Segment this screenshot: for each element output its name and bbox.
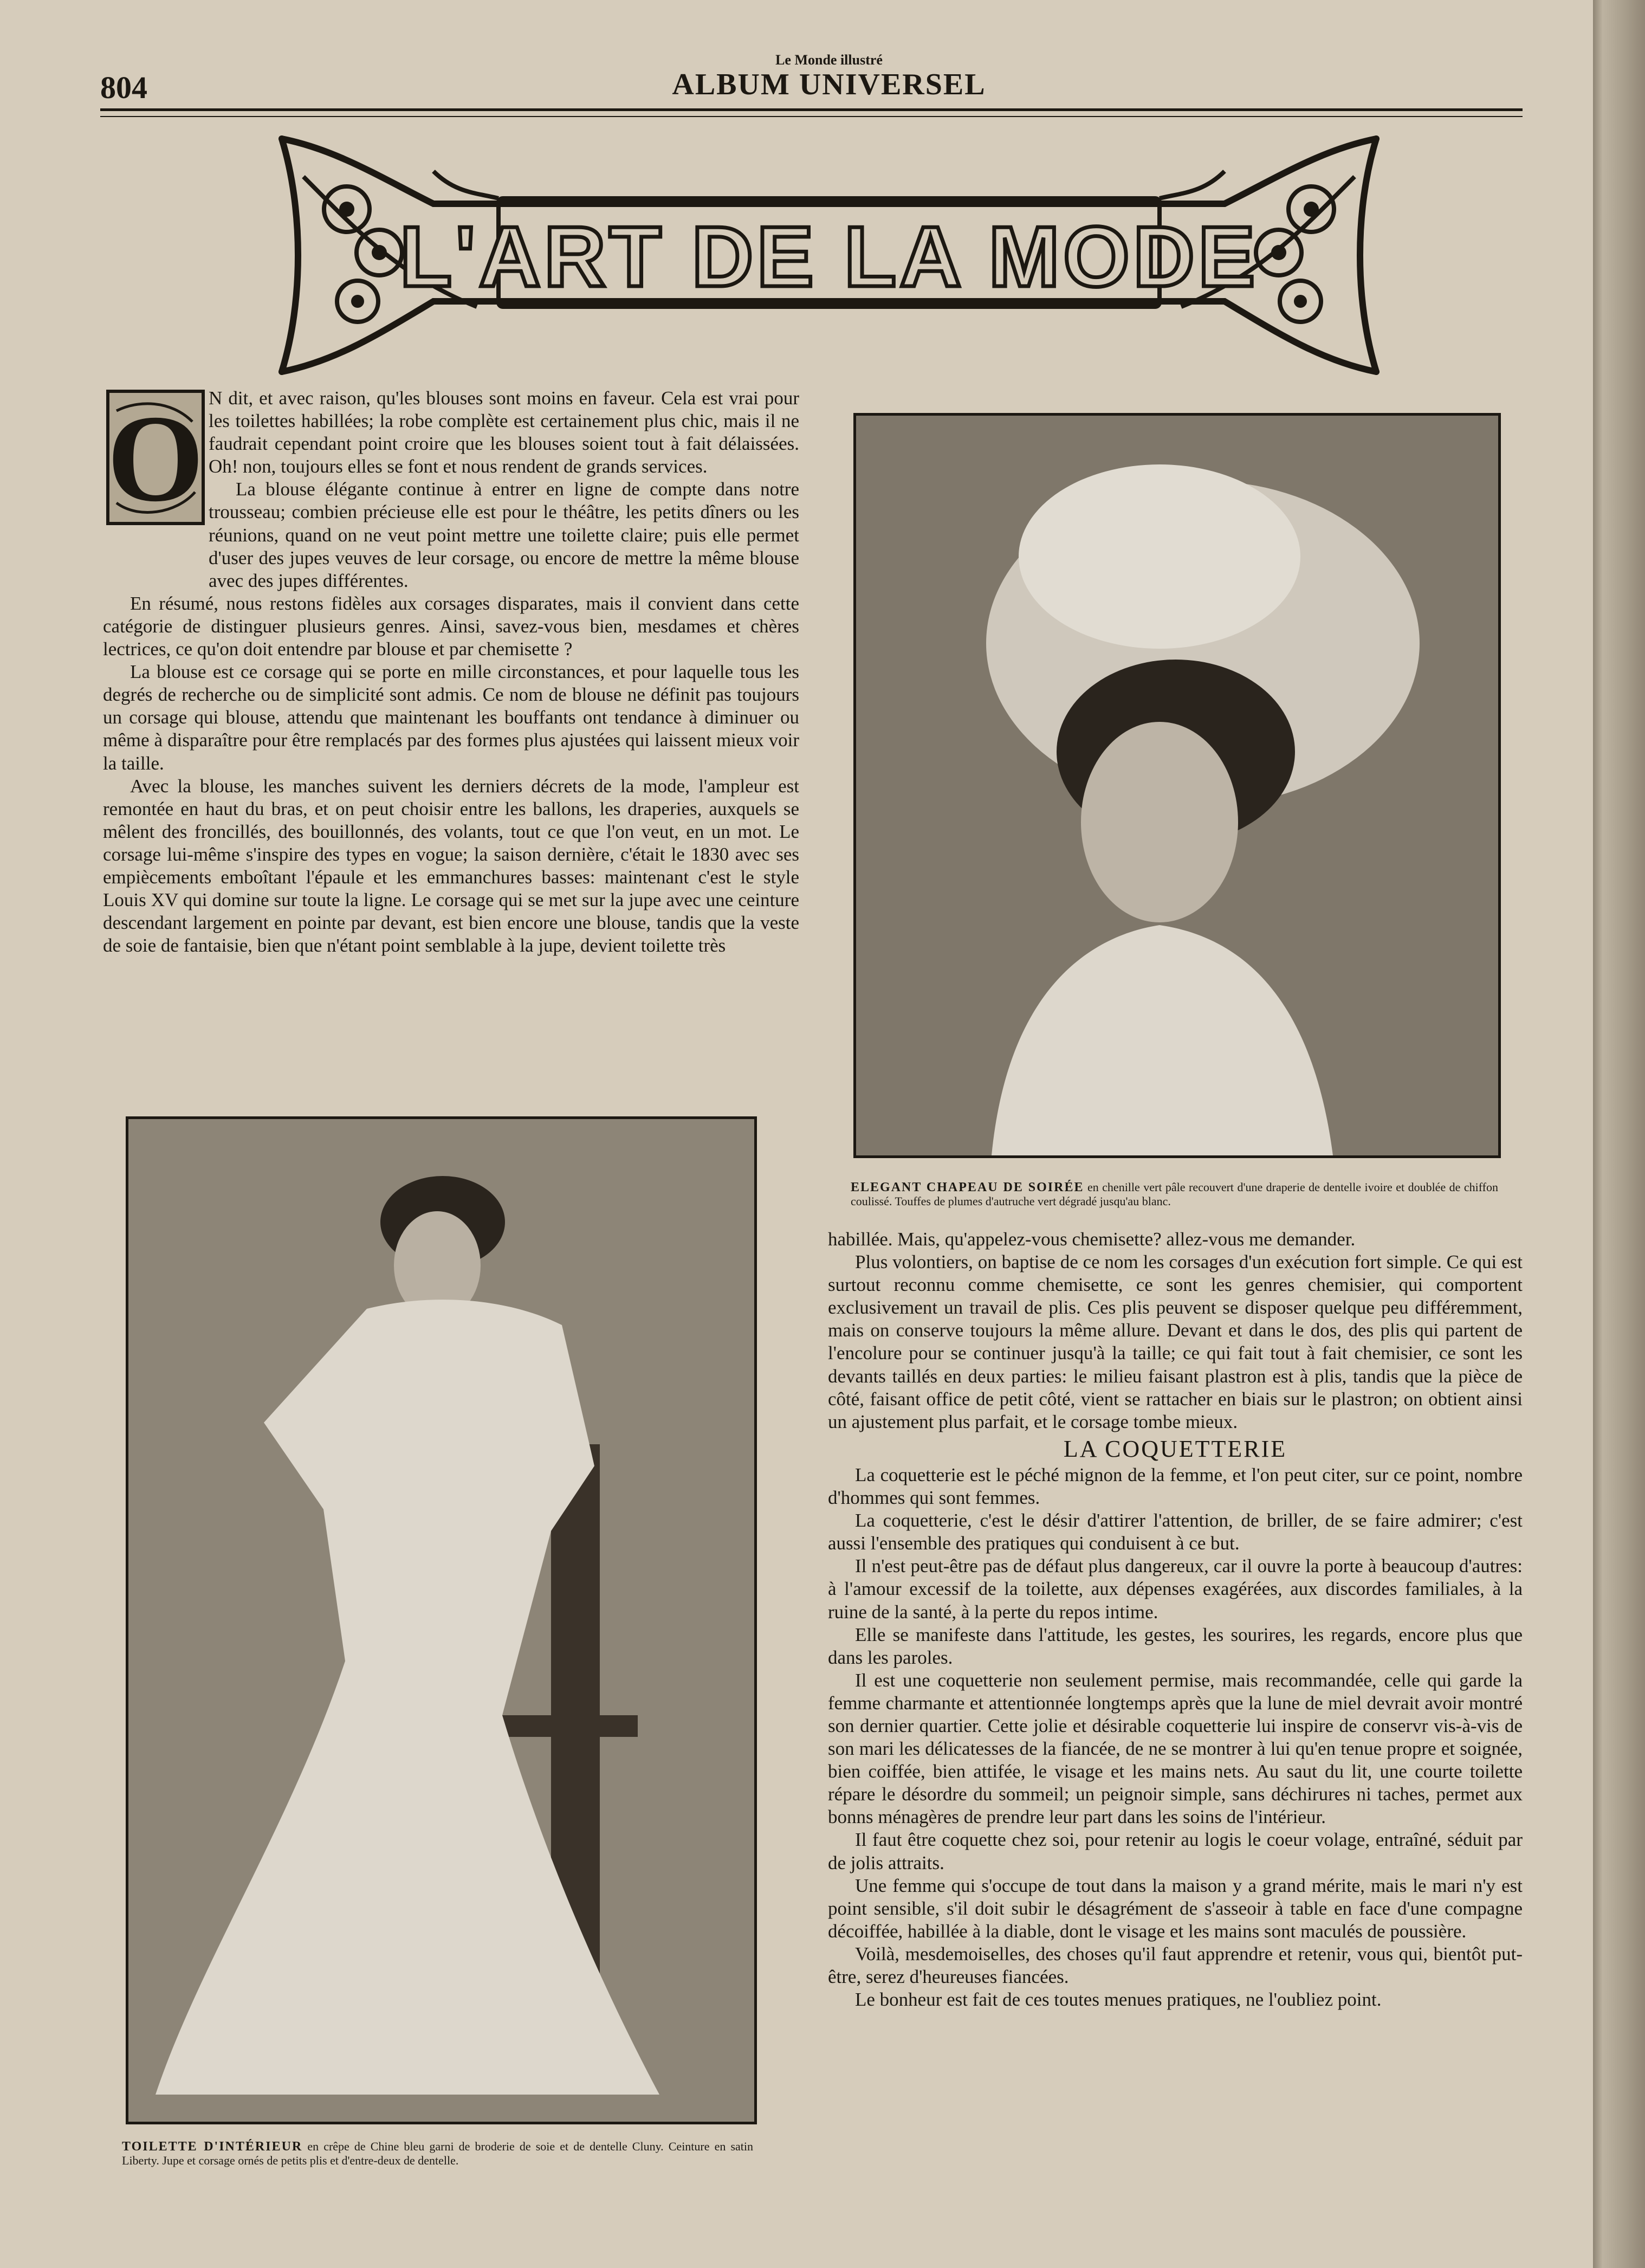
caption-dress xyxy=(122,2140,753,2168)
article-column-1 xyxy=(103,387,799,957)
article-paragraph: Voilà, mesdemoiselles, des choses qu'il faut apprendre et retenir, vous qui, bientôt put-être, serez d'heureuses fiancées. xyxy=(828,1943,1523,1987)
article-paragraph: N dit, et avec raison, qu'les blouses sont moins en faveur. Cela est vrai pour les toilettes habillées; la robe complète est certainement plus chic, mais il ne faudrait cependant point croire que les blouses soient tout à fait délaissées. Oh! non, toujours elles se font et nous rendent de grands services. xyxy=(209,387,799,477)
art-nouveau-banner xyxy=(271,128,1387,383)
article-paragraph: Le bonheur est fait de ces toutes menues pratiques, ne l'oubliez point. xyxy=(855,1989,1382,2011)
publication-title: ALBUM UNIVERSEL xyxy=(672,68,986,101)
page-number: 804 xyxy=(100,70,147,105)
article-paragraph: Elle se manifeste dans l'attitude, les gestes, les sourires, les regards, encore plus que dans les paroles. xyxy=(828,1624,1523,1668)
header-rule xyxy=(100,108,1523,111)
masthead-small-title: Le Monde illustré xyxy=(775,52,883,68)
section-heading-coquetterie: LA COQUETTERIE xyxy=(1063,1435,1287,1462)
caption-dress-text: en crêpe de Chine bleu garni de broderie de soie et de dentelle Cluny. Ceinture en satin Liberty. Jupe et corsage ornés de petits plis et d'entre-deux de dentelle. xyxy=(122,2140,754,2167)
article-paragraph: Il est une coquetterie non seulement permise, mais recommandée, celle qui garde la femme charmante et attentionnée longtemps après que la lune de miel devrait avoir montré son dernier quartier. Cette jolie et désirable coquetterie lui inspire de conservr vis-à-vis de son mari les délicatesses de la fiancée, de ne se montrer à lui qu'en tenue propre et soignée, bien coiffée, bien attifée, le visage et les mains nets. Au saut du lit, une courte toilette répare le désordre du sommeil; un peignoir simple, sans déchirures ni taches, permet aux bonns ménagères de prendre leur part dans les soins de l'intérieur. xyxy=(828,1669,1523,1828)
caption-hat-title: ELEGANT CHAPEAU DE SOIRÉE xyxy=(851,1180,1084,1194)
photo-hat-portrait xyxy=(853,413,1501,1158)
article-paragraph: La coquetterie est le péché mignon de la femme, et l'on peut citer, sur ce point, nombre d'hommes qui sont femmes. xyxy=(828,1464,1523,1509)
photo-interior-gown xyxy=(126,1116,757,2124)
caption-hat-text: en chenille vert pâle recouvert d'une draperie de dentelle ivoire et doublée de chiffon coulissé. Touffes de plumes d'autruche vert dégradé jusqu'au blanc. xyxy=(851,1180,1499,1208)
header-rule-thin xyxy=(100,116,1523,117)
dropcap-letter: O xyxy=(107,389,204,526)
caption-dress-title: TOILETTE D'INTÉRIEUR xyxy=(122,2140,303,2154)
article-column-2 xyxy=(828,1228,1523,2011)
article-paragraph: habillée. Mais, qu'appelez-vous chemisette? allez-vous me demander. xyxy=(828,1229,1356,1250)
banner-title: L'ART DE LA MODE xyxy=(399,209,1259,305)
article-paragraph: Avec la blouse, les manches suivent les derniers décrets de la mode, l'ampleur est remontée en haut du bras, et on peut choisir entre les ballons, les draperies, auxquels se mêlent des froncillés, des bouillonnés, des volants, tout ce que l'on veut, en un mot. Le corsage lui-même s'inspire des types en vogue; la saison dernière, c'était le 1830 avec ses empiècements emboîtant l'épaule et les emmanchures basses: maintenant c'est le style Louis XV qui domine sur toute la ligne. Le corsage qui se met sur la jupe avec une ceinture descendant largement en pointe par devant, est bien encore une blouse, tandis que la veste de soie de fantaisie, bien que n'étant point semblable à la jupe, devient toilette très xyxy=(103,775,799,957)
article-paragraph: La blouse élégante continue à entrer en ligne de compte dans notre trousseau; combien précieuse elle est pour le théâtre, les petits dîners ou les réunions, quand on ne veut point mettre une toilette claire; puis elle permet d'user des jupes veuves de leur corsage, ou encore de mettre la même blouse avec des jupes différentes. xyxy=(209,479,799,591)
page-edge xyxy=(1593,0,1645,2268)
caption-hat xyxy=(851,1180,1498,1209)
article-paragraph: La coquetterie, c'est le désir d'attirer l'attention, de briller, de se faire admirer; c'est aussi l'ensemble des pratiques qui conduisent à ce but. xyxy=(828,1510,1523,1554)
article-paragraph: En résumé, nous restons fidèles aux corsages disparates, mais il convient dans cette catégorie de distinguer plusieurs genres. Ainsi, savez-vous bien, mesdames et chères lectrices, ce qu'on doit entendre par blouse et par chemisette ? xyxy=(103,592,799,660)
article-paragraph: Il n'est peut-être pas de défaut plus dangereux, car il ouvre la porte à beaucoup d'autres: à l'amour excessif de la toilette, aux dépenses exagérées, aux discordes familiales, à la ruine de la santé, à la perte du repos intime. xyxy=(828,1555,1523,1623)
article-paragraph: La blouse est ce corsage qui se porte en mille circonstances, et pour laquelle tous les degrés de recherche ou de simplicité sont admis. Ce nom de blouse ne définit pas toujours un corsage qui blouse, attendu que maintenant les bouffants ont tendance à diminuer ou même à disparaître pour être remplacés par des formes plus ajustées qui laissent mieux voir la taille. xyxy=(103,661,799,774)
article-paragraph: Plus volontiers, on baptise de ce nom les corsages d'un exécution fort simple. Ce qui est surtout reconnu comme chemisette, ce sont les genres chemisier, qui comportent exclusivement un travail de plis. Ces plis peuvent se disposer quelque peu différemment, mais on conserve toujours la même allure. Devant et dans le dos, des plis qui partent de l'encolure pour se continuer jusqu'à la taille; ce qui fait tout à fait chemisier, ce sont les devants taillés en deux parties: le milieu faisant plastron est à plis, tandis que la pièce de côté, faisant office de petit côté, vient se rattacher en biais sur le plastron; on obtient ainsi un ajustement plus parfait, et le corsage tombe mieux. xyxy=(828,1251,1523,1432)
article-paragraph: Il faut être coquette chez soi, pour retenir au logis le coeur volage, entraîné, séduit par de jolis attraits. xyxy=(828,1829,1523,1873)
article-paragraph: Une femme qui s'occupe de tout dans la maison y a grand mérite, mais le mari n'y est point sensible, s'il doit subir le désagrément de s'asseoir à table en face d'une compagne décoiffée, habillée à la diable, dont le visage et les mains sont maculés de poussière. xyxy=(828,1875,1523,1942)
